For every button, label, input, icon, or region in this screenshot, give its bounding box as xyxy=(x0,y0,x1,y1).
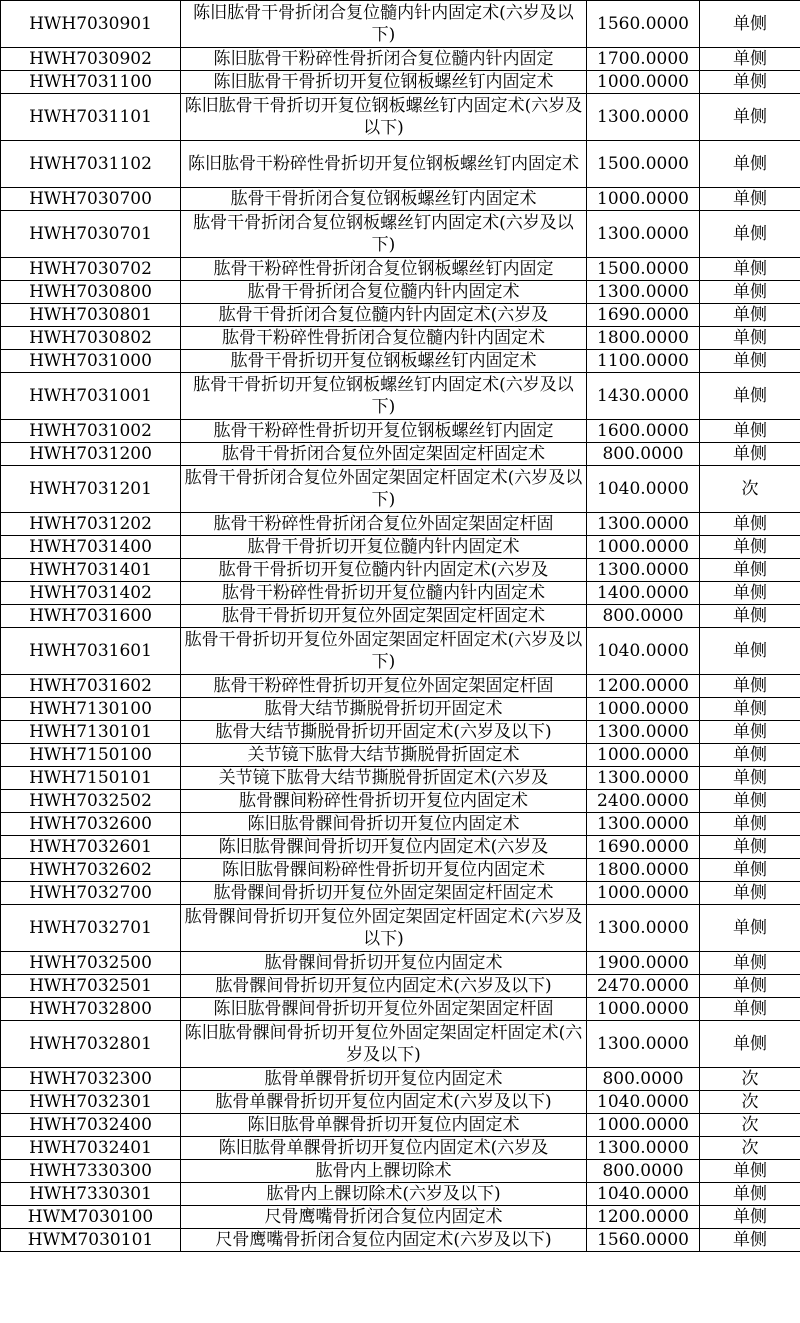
item-price-cell: 1700.0000 xyxy=(587,48,700,71)
item-code-cell: HWH7031402 xyxy=(1,582,181,605)
item-unit-cell: 单侧 xyxy=(700,443,800,466)
item-price-cell: 1600.0000 xyxy=(587,420,700,443)
item-name-cell: 尺骨鹰嘴骨折闭合复位内固定术(六岁及以下) xyxy=(181,1229,587,1252)
item-unit-cell: 单侧 xyxy=(700,1229,800,1252)
table-row xyxy=(1,905,800,952)
item-code-cell: HWH7031600 xyxy=(1,605,181,628)
fee-table-body xyxy=(1,1,800,1252)
item-unit-cell: 单侧 xyxy=(700,905,800,952)
item-price-cell: 1300.0000 xyxy=(587,94,700,141)
item-price-cell: 1300.0000 xyxy=(587,813,700,836)
item-code-cell: HWH7030901 xyxy=(1,1,181,48)
item-price-cell: 800.0000 xyxy=(587,1160,700,1183)
item-unit-cell: 单侧 xyxy=(700,975,800,998)
item-price-cell: 1500.0000 xyxy=(587,141,700,188)
item-name-cell: 肱骨干骨折切开复位钢板螺丝钉内固定术(六岁及以下) xyxy=(181,373,587,420)
item-unit-cell: 次 xyxy=(700,1091,800,1114)
table-row xyxy=(1,998,800,1021)
item-price-cell: 1400.0000 xyxy=(587,582,700,605)
item-code-cell: HWH7032502 xyxy=(1,790,181,813)
item-code-cell: HWH7031602 xyxy=(1,675,181,698)
item-code-cell: HWH7031200 xyxy=(1,443,181,466)
item-price-cell: 1000.0000 xyxy=(587,698,700,721)
item-name-cell: 肱骨干骨折切开复位外固定架固定杆固定术(六岁及以下) xyxy=(181,628,587,675)
item-code-cell: HWH7130100 xyxy=(1,698,181,721)
item-code-cell: HWH7030801 xyxy=(1,304,181,327)
item-unit-cell: 单侧 xyxy=(700,698,800,721)
item-unit-cell: 单侧 xyxy=(700,882,800,905)
item-name-cell: 肱骨干骨折闭合复位髓内针内固定术 xyxy=(181,281,587,304)
item-price-cell: 1800.0000 xyxy=(587,859,700,882)
table-row xyxy=(1,258,800,281)
item-code-cell: HWH7032700 xyxy=(1,882,181,905)
item-unit-cell: 单侧 xyxy=(700,952,800,975)
item-unit-cell: 单侧 xyxy=(700,836,800,859)
table-row xyxy=(1,141,800,188)
item-code-cell: HWH7030800 xyxy=(1,281,181,304)
table-row xyxy=(1,790,800,813)
item-unit-cell: 单侧 xyxy=(700,211,800,258)
item-price-cell: 800.0000 xyxy=(587,443,700,466)
item-price-cell: 1800.0000 xyxy=(587,327,700,350)
table-row xyxy=(1,373,800,420)
item-unit-cell: 单侧 xyxy=(700,420,800,443)
item-name-cell: 尺骨鹰嘴骨折闭合复位内固定术 xyxy=(181,1206,587,1229)
item-name-cell: 陈旧肱骨干粉碎性骨折切开复位钢板螺丝钉内固定术 xyxy=(181,141,587,188)
item-unit-cell: 单侧 xyxy=(700,373,800,420)
table-row xyxy=(1,836,800,859)
item-price-cell: 1000.0000 xyxy=(587,536,700,559)
item-code-cell: HWM7030101 xyxy=(1,1229,181,1252)
item-name-cell: 肱骨干骨折闭合复位钢板螺丝钉内固定术(六岁及以下) xyxy=(181,211,587,258)
item-code-cell: HWH7032400 xyxy=(1,1114,181,1137)
item-code-cell: HWH7031100 xyxy=(1,71,181,94)
item-code-cell: HWH7031400 xyxy=(1,536,181,559)
item-name-cell: 陈旧肱骨髁间骨折切开复位外固定架固定杆固 xyxy=(181,998,587,1021)
item-unit-cell: 单侧 xyxy=(700,1160,800,1183)
item-unit-cell: 单侧 xyxy=(700,1183,800,1206)
item-code-cell: HWH7031000 xyxy=(1,350,181,373)
table-row xyxy=(1,48,800,71)
item-price-cell: 1040.0000 xyxy=(587,466,700,513)
table-row xyxy=(1,628,800,675)
table-row xyxy=(1,675,800,698)
item-unit-cell: 单侧 xyxy=(700,1,800,48)
table-row xyxy=(1,559,800,582)
item-code-cell: HWH7330300 xyxy=(1,1160,181,1183)
item-unit-cell: 单侧 xyxy=(700,744,800,767)
table-row xyxy=(1,882,800,905)
item-unit-cell: 单侧 xyxy=(700,582,800,605)
item-price-cell: 1000.0000 xyxy=(587,188,700,211)
item-name-cell: 陈旧肱骨干骨折切开复位钢板螺丝钉内固定术 xyxy=(181,71,587,94)
item-unit-cell: 单侧 xyxy=(700,721,800,744)
item-name-cell: 陈旧肱骨髁间骨折切开复位内固定术 xyxy=(181,813,587,836)
table-row xyxy=(1,94,800,141)
item-price-cell: 1300.0000 xyxy=(587,1137,700,1160)
item-code-cell: HWH7030701 xyxy=(1,211,181,258)
item-unit-cell: 单侧 xyxy=(700,513,800,536)
item-price-cell: 1300.0000 xyxy=(587,513,700,536)
item-unit-cell: 单侧 xyxy=(700,536,800,559)
item-price-cell: 1200.0000 xyxy=(587,675,700,698)
item-price-cell: 1560.0000 xyxy=(587,1229,700,1252)
item-price-cell: 1000.0000 xyxy=(587,882,700,905)
item-price-cell: 1200.0000 xyxy=(587,1206,700,1229)
item-unit-cell: 单侧 xyxy=(700,304,800,327)
item-code-cell: HWH7030802 xyxy=(1,327,181,350)
item-code-cell: HWH7032801 xyxy=(1,1021,181,1068)
item-name-cell: 肱骨干粉碎性骨折闭合复位髓内针内固定术 xyxy=(181,327,587,350)
item-name-cell: 肱骨干骨折闭合复位外固定架固定杆固定术(六岁及以下) xyxy=(181,466,587,513)
item-unit-cell: 单侧 xyxy=(700,790,800,813)
item-price-cell: 1040.0000 xyxy=(587,1183,700,1206)
item-name-cell: 陈旧肱骨干骨折闭合复位髓内针内固定术(六岁及以下) xyxy=(181,1,587,48)
item-name-cell: 肱骨干骨折切开复位钢板螺丝钉内固定术 xyxy=(181,350,587,373)
item-code-cell: HWH7330301 xyxy=(1,1183,181,1206)
item-price-cell: 1000.0000 xyxy=(587,1114,700,1137)
item-code-cell: HWH7130101 xyxy=(1,721,181,744)
item-name-cell: 肱骨髁间粉碎性骨折切开复位内固定术 xyxy=(181,790,587,813)
table-row xyxy=(1,1068,800,1091)
item-unit-cell: 单侧 xyxy=(700,1021,800,1068)
table-row xyxy=(1,1160,800,1183)
item-price-cell: 1040.0000 xyxy=(587,1091,700,1114)
table-row xyxy=(1,1021,800,1068)
item-name-cell: 肱骨单髁骨折切开复位内固定术(六岁及以下) xyxy=(181,1091,587,1114)
item-code-cell: HWH7031101 xyxy=(1,94,181,141)
item-unit-cell: 单侧 xyxy=(700,628,800,675)
item-name-cell: 肱骨大结节撕脱骨折切开固定术 xyxy=(181,698,587,721)
item-unit-cell: 单侧 xyxy=(700,281,800,304)
item-unit-cell: 单侧 xyxy=(700,327,800,350)
item-price-cell: 1560.0000 xyxy=(587,1,700,48)
item-unit-cell: 次 xyxy=(700,1137,800,1160)
item-unit-cell: 单侧 xyxy=(700,605,800,628)
item-name-cell: 陈旧肱骨单髁骨折切开复位内固定术 xyxy=(181,1114,587,1137)
table-row xyxy=(1,952,800,975)
item-name-cell: 陈旧肱骨干粉碎性骨折闭合复位髓内针内固定 xyxy=(181,48,587,71)
item-price-cell: 1000.0000 xyxy=(587,71,700,94)
item-price-cell: 1500.0000 xyxy=(587,258,700,281)
table-row xyxy=(1,721,800,744)
item-name-cell: 肱骨干骨折闭合复位髓内针内固定术(六岁及 xyxy=(181,304,587,327)
item-unit-cell: 次 xyxy=(700,1114,800,1137)
table-row xyxy=(1,1114,800,1137)
table-row xyxy=(1,188,800,211)
item-price-cell: 800.0000 xyxy=(587,1068,700,1091)
item-name-cell: 肱骨干粉碎性骨折切开复位钢板螺丝钉内固定 xyxy=(181,420,587,443)
item-name-cell: 肱骨干骨折切开复位髓内针内固定术 xyxy=(181,536,587,559)
item-price-cell: 1300.0000 xyxy=(587,281,700,304)
table-row xyxy=(1,71,800,94)
item-code-cell: HWH7032301 xyxy=(1,1091,181,1114)
item-unit-cell: 单侧 xyxy=(700,767,800,790)
table-row xyxy=(1,350,800,373)
item-code-cell: HWM7030100 xyxy=(1,1206,181,1229)
item-unit-cell: 单侧 xyxy=(700,813,800,836)
table-row xyxy=(1,975,800,998)
item-name-cell: 关节镜下肱骨大结节撕脱骨折固定术(六岁及 xyxy=(181,767,587,790)
item-unit-cell: 单侧 xyxy=(700,71,800,94)
item-price-cell: 1300.0000 xyxy=(587,559,700,582)
item-code-cell: HWH7030902 xyxy=(1,48,181,71)
item-price-cell: 2470.0000 xyxy=(587,975,700,998)
table-row xyxy=(1,211,800,258)
item-price-cell: 1300.0000 xyxy=(587,767,700,790)
item-name-cell: 肱骨干骨折闭合复位外固定架固定杆固定术 xyxy=(181,443,587,466)
item-code-cell: HWH7031001 xyxy=(1,373,181,420)
item-name-cell: 肱骨内上髁切除术 xyxy=(181,1160,587,1183)
item-code-cell: HWH7032500 xyxy=(1,952,181,975)
item-name-cell: 肱骨大结节撕脱骨折切开固定术(六岁及以下) xyxy=(181,721,587,744)
item-name-cell: 肱骨单髁骨折切开复位内固定术 xyxy=(181,1068,587,1091)
item-name-cell: 肱骨干粉碎性骨折闭合复位钢板螺丝钉内固定 xyxy=(181,258,587,281)
item-code-cell: HWH7032300 xyxy=(1,1068,181,1091)
table-row xyxy=(1,420,800,443)
item-name-cell: 陈旧肱骨髁间骨折切开复位外固定架固定杆固定术(六岁及以下) xyxy=(181,1021,587,1068)
item-unit-cell: 单侧 xyxy=(700,350,800,373)
item-name-cell: 关节镜下肱骨大结节撕脱骨折固定术 xyxy=(181,744,587,767)
item-code-cell: HWH7032602 xyxy=(1,859,181,882)
table-row xyxy=(1,1,800,48)
item-name-cell: 肱骨干粉碎性骨折闭合复位外固定架固定杆固 xyxy=(181,513,587,536)
item-unit-cell: 单侧 xyxy=(700,141,800,188)
table-row xyxy=(1,1137,800,1160)
item-name-cell: 肱骨髁间骨折切开复位内固定术 xyxy=(181,952,587,975)
item-code-cell: HWH7150100 xyxy=(1,744,181,767)
item-code-cell: HWH7031601 xyxy=(1,628,181,675)
item-unit-cell: 单侧 xyxy=(700,675,800,698)
item-name-cell: 肱骨干粉碎性骨折切开复位髓内针内固定术 xyxy=(181,582,587,605)
item-price-cell: 1100.0000 xyxy=(587,350,700,373)
item-code-cell: HWH7031002 xyxy=(1,420,181,443)
item-unit-cell: 单侧 xyxy=(700,94,800,141)
table-row xyxy=(1,1206,800,1229)
item-name-cell: 陈旧肱骨髁间骨折切开复位内固定术(六岁及 xyxy=(181,836,587,859)
item-code-cell: HWH7150101 xyxy=(1,767,181,790)
item-price-cell: 1000.0000 xyxy=(587,744,700,767)
item-price-cell: 1300.0000 xyxy=(587,905,700,952)
item-unit-cell: 单侧 xyxy=(700,998,800,1021)
item-code-cell: HWH7032601 xyxy=(1,836,181,859)
item-price-cell: 2400.0000 xyxy=(587,790,700,813)
item-code-cell: HWH7032701 xyxy=(1,905,181,952)
item-code-cell: HWH7032401 xyxy=(1,1137,181,1160)
item-code-cell: HWH7031201 xyxy=(1,466,181,513)
table-row xyxy=(1,767,800,790)
item-price-cell: 1300.0000 xyxy=(587,1021,700,1068)
table-row xyxy=(1,859,800,882)
item-name-cell: 肱骨髁间骨折切开复位外固定架固定杆固定术 xyxy=(181,882,587,905)
item-unit-cell: 单侧 xyxy=(700,258,800,281)
table-row xyxy=(1,513,800,536)
table-row xyxy=(1,304,800,327)
item-price-cell: 800.0000 xyxy=(587,605,700,628)
item-price-cell: 1000.0000 xyxy=(587,998,700,1021)
item-unit-cell: 次 xyxy=(700,1068,800,1091)
table-row xyxy=(1,443,800,466)
table-row xyxy=(1,1183,800,1206)
item-price-cell: 1690.0000 xyxy=(587,304,700,327)
item-price-cell: 1040.0000 xyxy=(587,628,700,675)
item-price-cell: 1900.0000 xyxy=(587,952,700,975)
item-name-cell: 陈旧肱骨干骨折切开复位钢板螺丝钉内固定术(六岁及以下) xyxy=(181,94,587,141)
item-price-cell: 1430.0000 xyxy=(587,373,700,420)
table-row xyxy=(1,744,800,767)
table-row xyxy=(1,327,800,350)
item-name-cell: 肱骨干骨折切开复位髓内针内固定术(六岁及 xyxy=(181,559,587,582)
table-row xyxy=(1,466,800,513)
table-row xyxy=(1,1091,800,1114)
table-row xyxy=(1,536,800,559)
item-name-cell: 肱骨髁间骨折切开复位内固定术(六岁及以下) xyxy=(181,975,587,998)
item-code-cell: HWH7032800 xyxy=(1,998,181,1021)
item-unit-cell: 单侧 xyxy=(700,859,800,882)
table-row xyxy=(1,281,800,304)
item-code-cell: HWH7032600 xyxy=(1,813,181,836)
item-price-cell: 1300.0000 xyxy=(587,721,700,744)
table-row xyxy=(1,813,800,836)
item-name-cell: 肱骨干粉碎性骨折切开复位外固定架固定杆固 xyxy=(181,675,587,698)
item-name-cell: 肱骨髁间骨折切开复位外固定架固定杆固定术(六岁及以下) xyxy=(181,905,587,952)
item-code-cell: HWH7031401 xyxy=(1,559,181,582)
item-unit-cell: 单侧 xyxy=(700,1206,800,1229)
item-name-cell: 陈旧肱骨髁间粉碎性骨折切开复位内固定术 xyxy=(181,859,587,882)
table-row xyxy=(1,698,800,721)
item-price-cell: 1690.0000 xyxy=(587,836,700,859)
table-row xyxy=(1,582,800,605)
item-code-cell: HWH7030702 xyxy=(1,258,181,281)
table-row xyxy=(1,1229,800,1252)
item-name-cell: 肱骨干骨折切开复位外固定架固定杆固定术 xyxy=(181,605,587,628)
item-code-cell: HWH7031102 xyxy=(1,141,181,188)
item-name-cell: 陈旧肱骨单髁骨折切开复位内固定术(六岁及 xyxy=(181,1137,587,1160)
table-row xyxy=(1,605,800,628)
item-unit-cell: 次 xyxy=(700,466,800,513)
item-unit-cell: 单侧 xyxy=(700,188,800,211)
item-name-cell: 肱骨干骨折闭合复位钢板螺丝钉内固定术 xyxy=(181,188,587,211)
item-unit-cell: 单侧 xyxy=(700,559,800,582)
item-name-cell: 肱骨内上髁切除术(六岁及以下) xyxy=(181,1183,587,1206)
item-code-cell: HWH7032501 xyxy=(1,975,181,998)
item-price-cell: 1300.0000 xyxy=(587,211,700,258)
item-unit-cell: 单侧 xyxy=(700,48,800,71)
item-code-cell: HWH7031202 xyxy=(1,513,181,536)
item-code-cell: HWH7030700 xyxy=(1,188,181,211)
